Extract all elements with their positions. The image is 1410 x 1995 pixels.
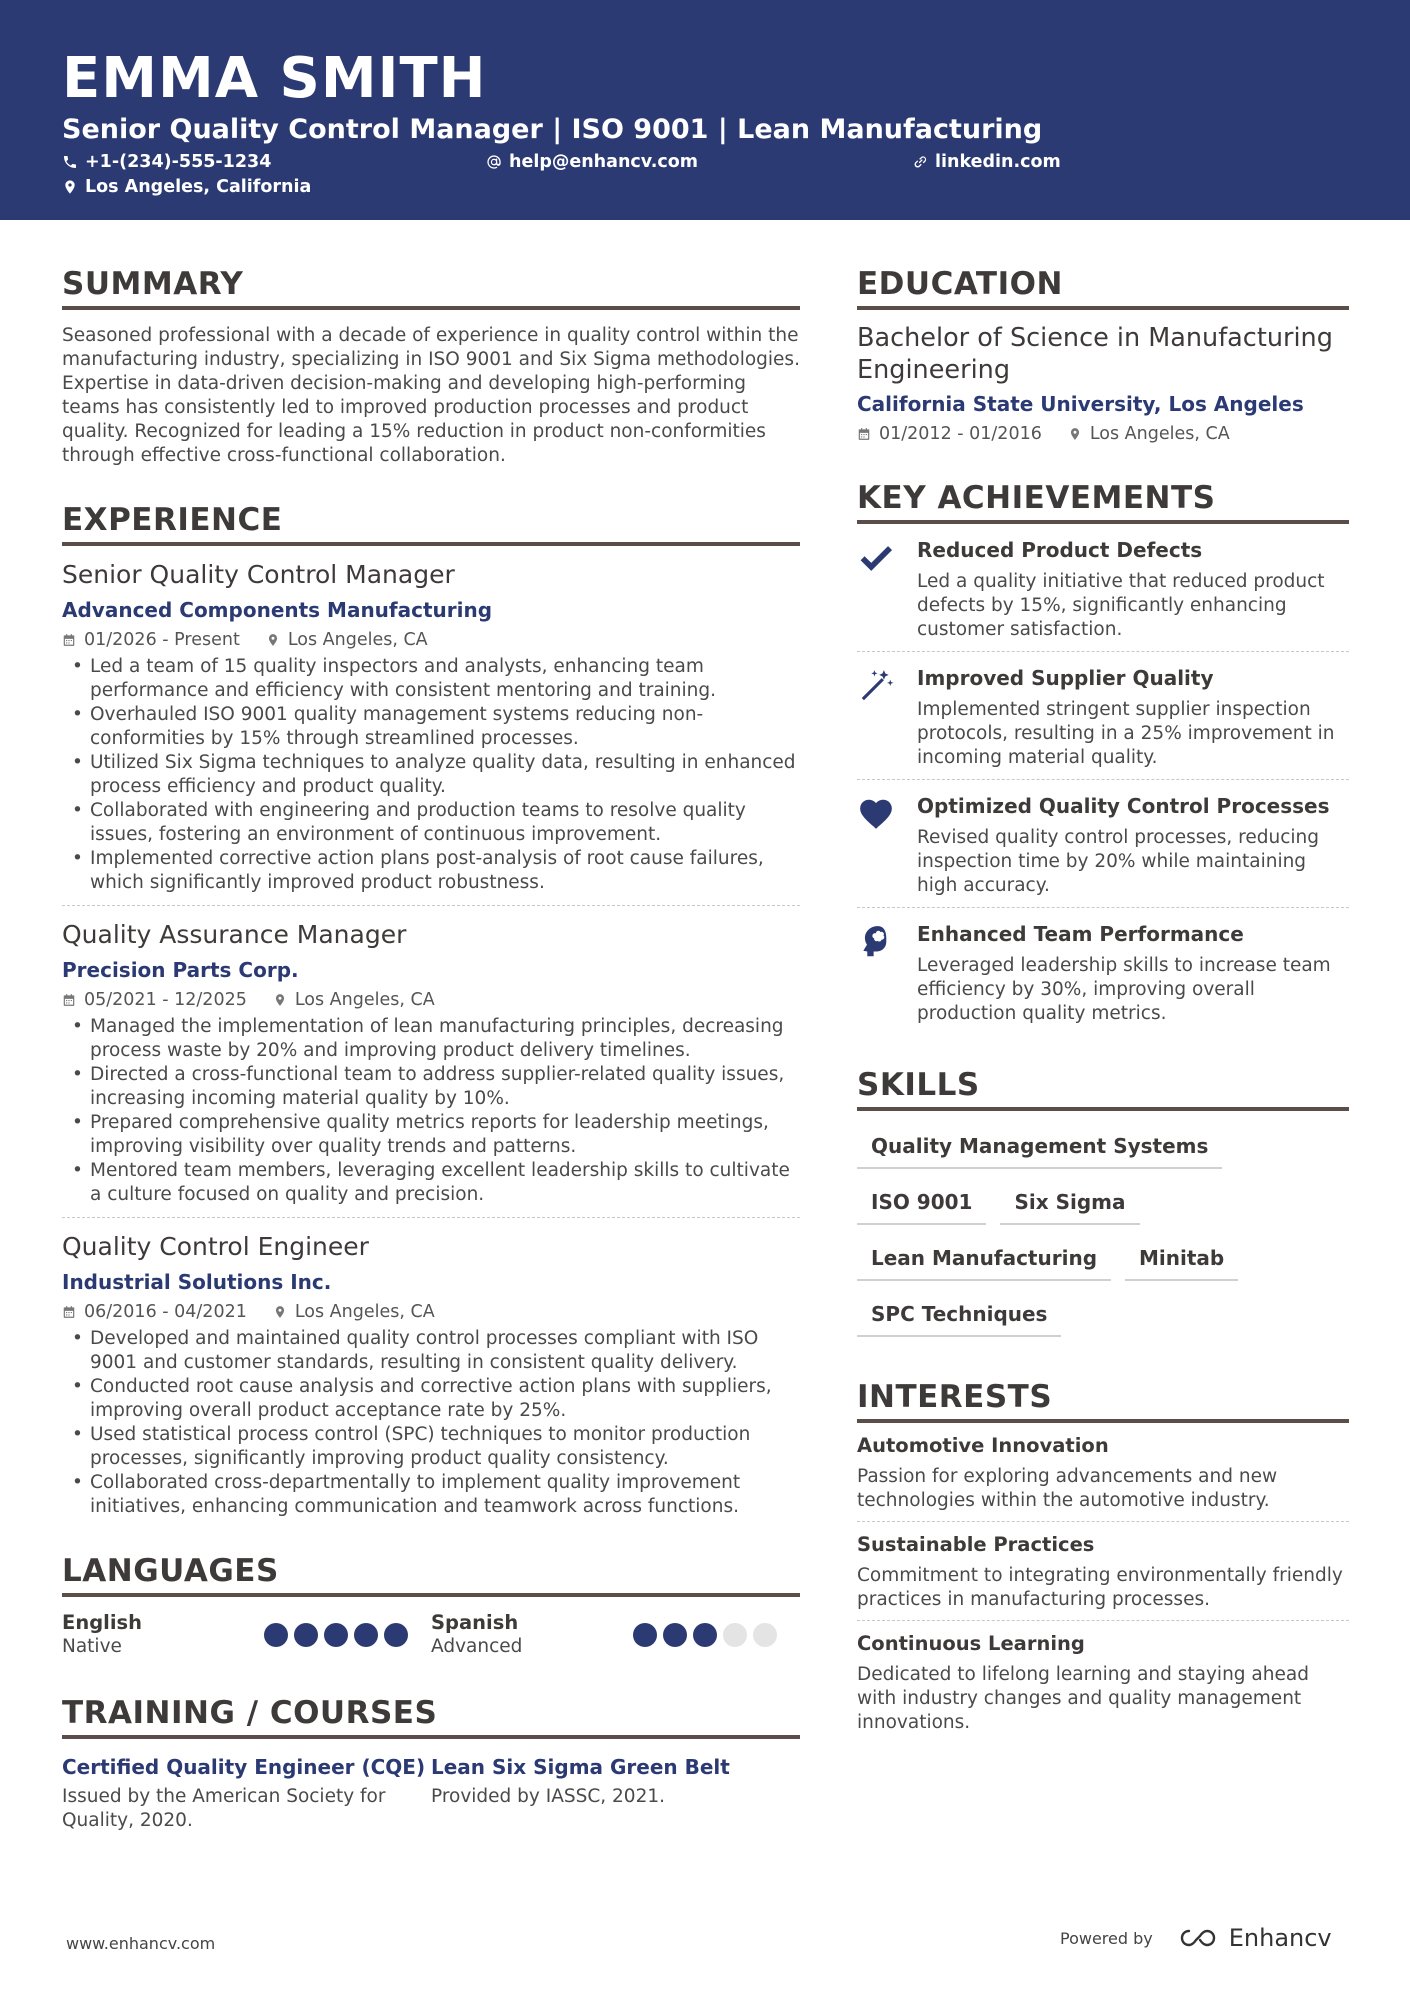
interests-heading: INTERESTS [857,1375,1349,1423]
language-level: Advanced [431,1636,523,1657]
course-title: Certified Quality Engineer (CQE) [62,1755,426,1779]
education-meta [857,422,1349,446]
achievement-title: Reduced Product Defects [917,538,1203,562]
interest-desc: Dedicated to lifelong learning and staying ahead with industry changes and quality management innovations. [857,1664,1309,1733]
proficiency-dot-filled [324,1623,348,1647]
job-title: Quality Control Engineer [62,1232,369,1261]
job-entry [62,546,800,895]
degree: Bachelor of Science in Manufacturing Engineering [857,323,1333,385]
contact-email[interactable] [486,150,698,174]
skill-tag: SPC Techniques [857,1293,1061,1337]
interest-title: Automotive Innovation [857,1434,1109,1457]
achievement-title: Enhanced Team Performance [917,922,1244,946]
course-title: Lean Six Sigma Green Belt [431,1755,730,1779]
job-bullet: • Managed the implementation of lean manufacturing principles, decreasing process waste by 20% and improving product delivery timelines. [62,1015,800,1063]
interest-item [857,1423,1349,1521]
achievement-desc: Implemented stringent supplier inspection protocols, resulting in a 25% improvement in incoming material quality. [917,699,1335,768]
skill-tag: Minitab [1125,1237,1238,1281]
achievement-desc: Revised quality control processes, reducing inspection time by 20% while maintaining high accuracy. [917,827,1320,896]
header [0,0,1410,220]
calendar-icon [857,427,871,441]
course-item [431,1753,800,1833]
footer-branding [1060,1924,1332,1952]
job-bullet: • Mentored team members, leveraging excellent leadership skills to cultivate a culture focused on quality and precision. [62,1159,800,1207]
company-name: Industrial Solutions Inc. [62,1270,332,1294]
language-level: Native [62,1636,122,1657]
languages-section [62,1549,800,1661]
proficiency-dot-empty [723,1623,747,1647]
calendar-icon [62,993,76,1007]
interest-title: Continuous Learning [857,1632,1085,1655]
proficiency-dot-filled [264,1623,288,1647]
linkedin-text: linkedin.com [935,152,1061,172]
proficiency-dot-filled [693,1623,717,1647]
job-location [273,988,435,1012]
achievement-item [857,779,1349,907]
job-title: Senior Quality Control Manager [62,560,455,589]
contact-phone[interactable] [62,150,271,174]
proficiency-dots [264,1623,414,1647]
job-dates: 01/2026 - Present [84,630,240,650]
achievements-heading: KEY ACHIEVEMENTS [857,476,1349,524]
job-location-text: Los Angeles, CA [287,630,428,650]
job-bullet: • Used statistical process control (SPC) techniques to monitor production processes, significantly improving product quality consistency. [62,1423,800,1471]
course-item [62,1753,431,1833]
job-entry [62,905,800,1207]
brand-logo[interactable] [1177,1924,1332,1952]
education-heading: EDUCATION [857,262,1349,310]
job-location [266,628,428,652]
summary-heading: SUMMARY [62,262,800,310]
right-column [857,262,1349,1743]
skills-heading: SKILLS [857,1063,1349,1111]
skill-tag: Six Sigma [1000,1181,1139,1225]
proficiency-dots [633,1623,783,1647]
company-name: Precision Parts Corp. [62,958,299,982]
interest-desc: Passion for exploring advancements and new technologies within the automotive industry. [857,1466,1278,1511]
heart-icon [857,795,895,833]
job-bullet: • Utilized Six Sigma techniques to analyze quality data, resulting in enhanced process efficiency and product quality. [62,751,800,799]
job-meta [62,1300,800,1324]
skill-tag: ISO 9001 [857,1181,986,1225]
school-name: California State University, Los Angeles [857,392,1304,416]
location-text: Los Angeles, California [85,177,312,197]
job-bullets [62,1015,800,1207]
proficiency-dot-empty [753,1623,777,1647]
language-name: Spanish [431,1611,519,1634]
job-bullet: • Collaborated with engineering and production teams to resolve quality issues, fostering an environment of continuous improvement. [62,799,800,847]
at-icon [486,154,502,170]
job-bullet: • Implemented corrective action plans post-analysis of root cause failures, which significantly improved product robustness. [62,847,800,895]
course-desc: Issued by the American Society for Quality, 2020. [62,1786,386,1831]
brand-name: Enhancv [1228,1924,1332,1952]
experience-heading: EXPERIENCE [62,498,800,546]
contact-location [62,175,311,199]
proficiency-dot-filled [354,1623,378,1647]
job-bullets [62,1327,800,1519]
job-location [273,1300,435,1324]
job-bullet: • Conducted root cause analysis and corrective action plans with suppliers, improving overall product acceptance rate by 25%. [62,1375,800,1423]
achievement-item [857,907,1349,1035]
achievement-desc: Led a quality initiative that reduced product defects by 15%, significantly enhancing customer satisfaction. [917,571,1325,640]
job-bullet: • Collaborated cross-departmentally to implement quality improvement initiatives, enhancing communication and teamwork across functions. [62,1471,800,1519]
job-dates: 05/2021 - 12/2025 [84,990,247,1010]
enhancv-logo-icon [1177,1926,1223,1950]
languages-list [62,1611,800,1661]
left-column [62,262,800,1833]
achievement-item [857,524,1349,651]
skills-section [857,1063,1349,1349]
training-section [62,1691,800,1833]
proficiency-dot-filled [663,1623,687,1647]
skills-list [857,1125,1349,1349]
location-pin-icon [62,179,78,195]
link-icon [912,154,928,170]
candidate-name: EMMA SMITH [62,46,487,111]
location-pin-icon [266,633,280,647]
job-bullet: • Directed a cross-functional team to address supplier-related quality issues, increasing incoming material quality by 10%. [62,1063,800,1111]
achievement-title: Optimized Quality Control Processes [917,794,1330,818]
company-name: Advanced Components Manufacturing [62,598,493,622]
interest-item [857,1620,1349,1743]
education-dates: 01/2012 - 01/2016 [879,424,1042,444]
achievement-desc: Leveraged leadership skills to increase team efficiency by 30%, improving overall production quality metrics. [917,955,1331,1024]
education-location [1068,422,1230,446]
head-brain-icon [857,923,895,961]
magic-wand-icon [857,667,895,705]
languages-heading: LANGUAGES [62,1549,800,1597]
job-bullets [62,655,800,895]
job-dates: 06/2016 - 04/2021 [84,1302,247,1322]
job-meta [62,628,800,652]
achievement-title: Improved Supplier Quality [917,666,1214,690]
job-location-text: Los Angeles, CA [294,1302,435,1322]
skill-tag: Lean Manufacturing [857,1237,1111,1281]
language-item [62,1611,431,1661]
powered-by-label: Powered by [1060,1928,1153,1948]
job-bullet: • Led a team of 15 quality inspectors and analysts, enhancing team performance and efficiency with consistent mentoring and training. [62,655,800,703]
interest-item [857,1521,1349,1620]
experience-section [62,498,800,1519]
calendar-icon [62,1305,76,1319]
proficiency-dot-filled [633,1623,657,1647]
email-text: help@enhancv.com [509,152,699,172]
summary-text: Seasoned professional with a decade of experience in quality control within the manufacturing industry, specializing in ISO 9001 and Six Sigma methodologies. Expertise in data-driven decision-making and developing high-performing teams has consistently led to improved production processes and product quality. Recognized for leading a 15% reduction in product non-conformities through effective cross-functional collaboration. [62,325,800,466]
education-location-text: Los Angeles, CA [1089,424,1230,444]
language-item [431,1611,800,1661]
skill-tag: Quality Management Systems [857,1125,1222,1169]
contact-linkedin[interactable] [912,150,1061,174]
phone-icon [62,154,78,170]
job-bullet: • Overhauled ISO 9001 quality management systems reducing non-conformities by 15% through streamlined processes. [62,703,800,751]
job-location-text: Los Angeles, CA [294,990,435,1010]
location-pin-icon [273,993,287,1007]
courses-list [62,1753,800,1833]
interests-section [857,1375,1349,1743]
course-desc: Provided by IASSC, 2021. [431,1786,665,1807]
calendar-icon [62,633,76,647]
checkmark-icon [857,539,895,577]
job-meta [62,988,800,1012]
job-title: Quality Assurance Manager [62,920,407,949]
proficiency-dot-filled [384,1623,408,1647]
training-heading: TRAINING / COURSES [62,1691,800,1739]
summary-section [62,262,800,468]
job-entry [62,1217,800,1519]
language-name: English [62,1611,143,1634]
footer-website[interactable]: www.enhancv.com [66,1934,216,1953]
job-bullet: • Developed and maintained quality control processes compliant with ISO 9001 and customer standards, resulting in consistent quality delivery. [62,1327,800,1375]
education-section [857,262,1349,446]
candidate-title: Senior Quality Control Manager | ISO 9001 | Lean Manufacturing [62,114,1043,145]
phone-text: +1-(234)-555-1234 [85,152,272,172]
interest-desc: Commitment to integrating environmentally friendly practices in manufacturing processes. [857,1565,1343,1610]
job-bullet: • Prepared comprehensive quality metrics reports for leadership meetings, improving visibility over quality trends and patterns. [62,1111,800,1159]
interest-title: Sustainable Practices [857,1533,1095,1556]
location-pin-icon [1068,427,1082,441]
achievement-item [857,651,1349,779]
location-pin-icon [273,1305,287,1319]
achievements-section [857,476,1349,1035]
proficiency-dot-filled [294,1623,318,1647]
